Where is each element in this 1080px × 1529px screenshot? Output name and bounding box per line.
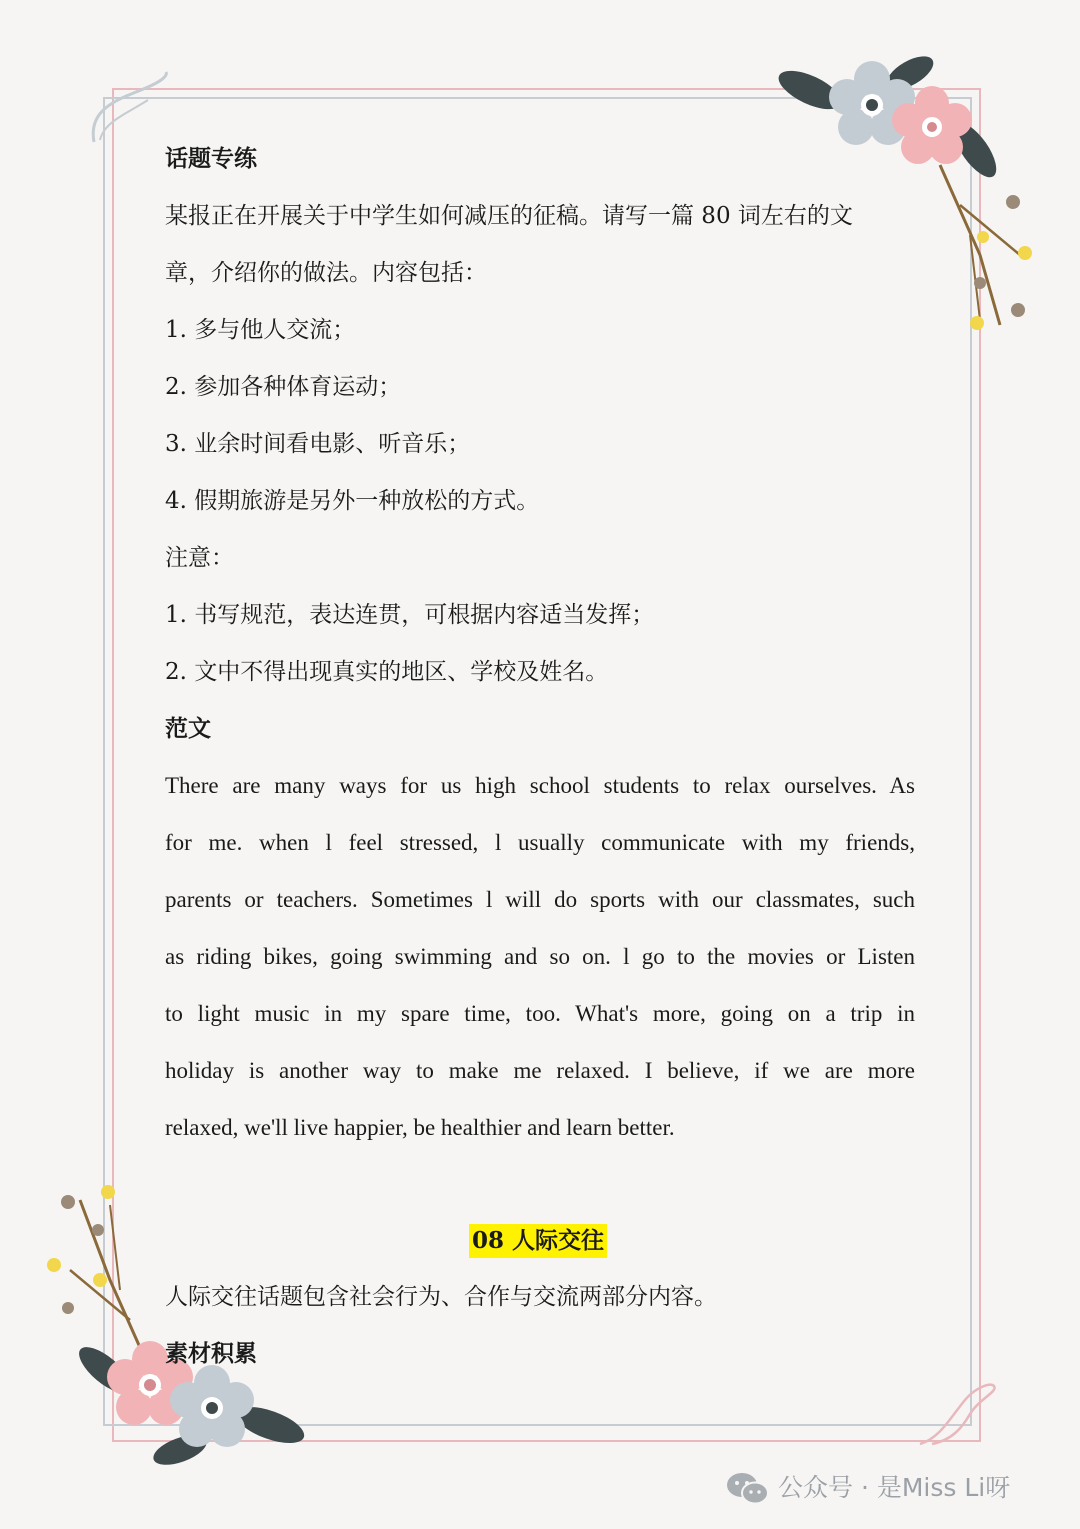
sample-essay-line: parents or teachers. Sometimes l will do sports with our classmates, such xyxy=(165,887,915,912)
content-point: 4. 假期旅游是另外一种放松的方式。 xyxy=(165,488,540,514)
sample-essay-title: 范文 xyxy=(165,715,211,742)
content-point: 3. 业余时间看电影、听音乐； xyxy=(165,431,471,457)
content-point: 1. 多与他人交流； xyxy=(165,317,356,343)
section-heading: 08 人际交往 xyxy=(469,1224,607,1258)
material-title: 素材积累 xyxy=(165,1340,257,1367)
sample-essay-line: There are many ways for us high school students to relax ourselves. As xyxy=(165,773,915,798)
notes-title: 注意： xyxy=(165,545,234,571)
sample-essay-line: to light music in my spare time, too. What's more, going on a trip in xyxy=(165,1001,915,1026)
note-item: 2. 文中不得出现真实的地区、学校及姓名。 xyxy=(165,659,609,685)
swirl-ornament-top-left xyxy=(86,70,176,150)
section-intro: 人际交往话题包含社会行为、合作与交流两部分内容。 xyxy=(165,1284,717,1310)
note-item: 1. 书写规范，表达连贯，可根据内容适当发挥； xyxy=(165,602,655,628)
flower-decoration-bottom-left xyxy=(40,1180,320,1470)
content-point: 2. 参加各种体育运动； xyxy=(165,374,402,400)
topic-practice-title: 话题专练 xyxy=(165,145,257,172)
sample-essay-line: as riding bikes, going swimming and so on. l go to the movies or Listen xyxy=(165,944,915,969)
sample-essay-line: holiday is another way to make me relaxed. I believe, if we are more xyxy=(165,1058,915,1083)
watermark-text: 公众号 · 是Miss Li呀 xyxy=(778,1473,1011,1502)
prompt-line: 章，介绍你的做法。内容包括： xyxy=(165,260,487,286)
watermark xyxy=(726,1468,1010,1508)
swirl-ornament-bottom-right xyxy=(910,1378,1000,1448)
sample-essay-line: relaxed, we'll live happier, be healthier and learn better. xyxy=(165,1115,675,1140)
prompt-line: 某报正在开展关于中学生如何减压的征稿。请写一篇 80 词左右的文 xyxy=(165,203,853,229)
wechat-icon xyxy=(726,1472,770,1506)
sample-essay-line: for me. when l feel stressed, l usually communicate with my friends, xyxy=(165,830,915,855)
